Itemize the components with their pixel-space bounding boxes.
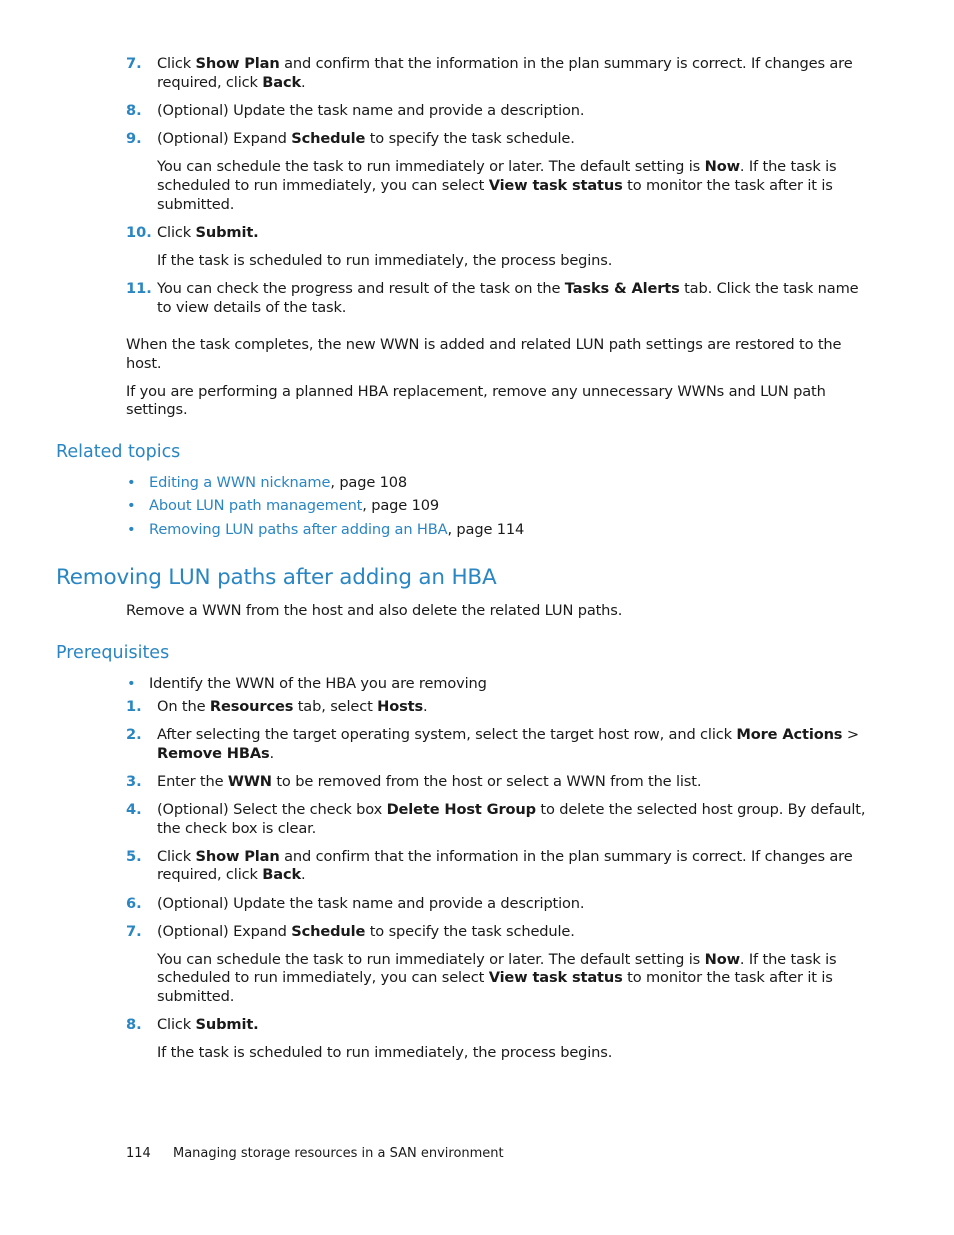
step-note: scheduled to run immediately, you can select View task status to monitor the task after it is — [157, 177, 833, 194]
step-number: 8. — [126, 102, 142, 119]
step-text: You can check the progress and result of the task on the Tasks & Alerts tab. Click the task name — [157, 280, 859, 297]
bullet-icon: • — [127, 497, 136, 514]
page-reference: , page 114 — [447, 521, 525, 538]
related-topic-text — [149, 520, 524, 539]
chapter-title: Managing storage resources in a SAN environment — [173, 1146, 504, 1161]
step-text: required, click Back. — [157, 866, 306, 883]
step-note: You can schedule the task to run immediately or later. The default setting is Now. If the task is — [157, 158, 837, 175]
prerequisites-heading: Prerequisites — [56, 643, 170, 663]
paragraph-line: host. — [126, 355, 162, 372]
step-number: 4. — [126, 801, 142, 818]
step-number: 6. — [126, 895, 142, 912]
step-note: scheduled to run immediately, you can select View task status to monitor the task after it is — [157, 969, 833, 986]
step-text: Remove HBAs. — [157, 745, 275, 762]
step-text: Click Submit. — [157, 1016, 259, 1033]
step-number: 3. — [126, 773, 142, 790]
related-topic-text — [149, 496, 439, 515]
step-number: 5. — [126, 848, 142, 865]
prerequisite-text: Identify the WWN of the HBA you are removing — [149, 675, 487, 692]
related-topic-link[interactable]: Editing a WWN nickname — [149, 474, 331, 491]
step-text: (Optional) Update the task name and provide a description. — [157, 895, 585, 912]
step-text: On the Resources tab, select Hosts. — [157, 698, 428, 715]
step-text: (Optional) Select the check box Delete Host Group to delete the selected host group. By default, — [157, 801, 866, 818]
step-number: 9. — [126, 130, 142, 147]
related-topics-heading: Related topics — [56, 442, 181, 462]
step-text: (Optional) Expand Schedule to specify the task schedule. — [157, 130, 575, 147]
step-number: 8. — [126, 1016, 142, 1033]
step-number: 7. — [126, 55, 142, 72]
step-number: 7. — [126, 923, 142, 940]
step-number: 10. — [126, 224, 152, 241]
step-text: Click Show Plan and confirm that the information in the plan summary is correct. If changes are — [157, 55, 853, 72]
step-text: required, click Back. — [157, 74, 306, 91]
step-note: You can schedule the task to run immediately or later. The default setting is Now. If the task is — [157, 951, 837, 968]
step-text: Click Show Plan and confirm that the information in the plan summary is correct. If changes are — [157, 848, 853, 865]
bullet-icon: • — [127, 675, 136, 692]
related-topic-link[interactable]: Removing LUN paths after adding an HBA — [149, 521, 448, 538]
step-number: 2. — [126, 726, 142, 743]
step-note: If the task is scheduled to run immediately, the process begins. — [157, 252, 613, 269]
step-text: Enter the WWN to be removed from the host or select a WWN from the list. — [157, 773, 702, 790]
step-number: 1. — [126, 698, 142, 715]
step-text: (Optional) Expand Schedule to specify the task schedule. — [157, 923, 575, 940]
page-reference: , page 109 — [362, 497, 439, 514]
step-text: to view details of the task. — [157, 299, 347, 316]
step-note: submitted. — [157, 988, 235, 1005]
step-number: 11. — [126, 280, 152, 297]
step-text: the check box is clear. — [157, 820, 317, 837]
related-topic-link[interactable]: About LUN path management — [149, 497, 363, 514]
page-reference: , page 108 — [330, 474, 408, 491]
step-text: After selecting the target operating system, select the target host row, and click More Actions > — [157, 726, 859, 743]
section-intro: Remove a WWN from the host and also delete the related LUN paths. — [126, 602, 623, 619]
related-topic-text — [149, 473, 407, 492]
step-text: (Optional) Update the task name and provide a description. — [157, 102, 585, 119]
step-text: Click Submit. — [157, 224, 259, 241]
paragraph-line: If you are performing a planned HBA replacement, remove any unnecessary WWNs and LUN path — [126, 383, 826, 400]
bullet-icon: • — [127, 474, 136, 491]
step-note: submitted. — [157, 196, 235, 213]
section-title: Removing LUN paths after adding an HBA — [56, 565, 497, 590]
paragraph-line: settings. — [126, 401, 188, 418]
page-number: 114 — [126, 1146, 151, 1161]
step-note: If the task is scheduled to run immediately, the process begins. — [157, 1044, 613, 1061]
paragraph-line: When the task completes, the new WWN is added and related LUN path settings are restored to the — [126, 336, 842, 353]
bullet-icon: • — [127, 521, 136, 538]
